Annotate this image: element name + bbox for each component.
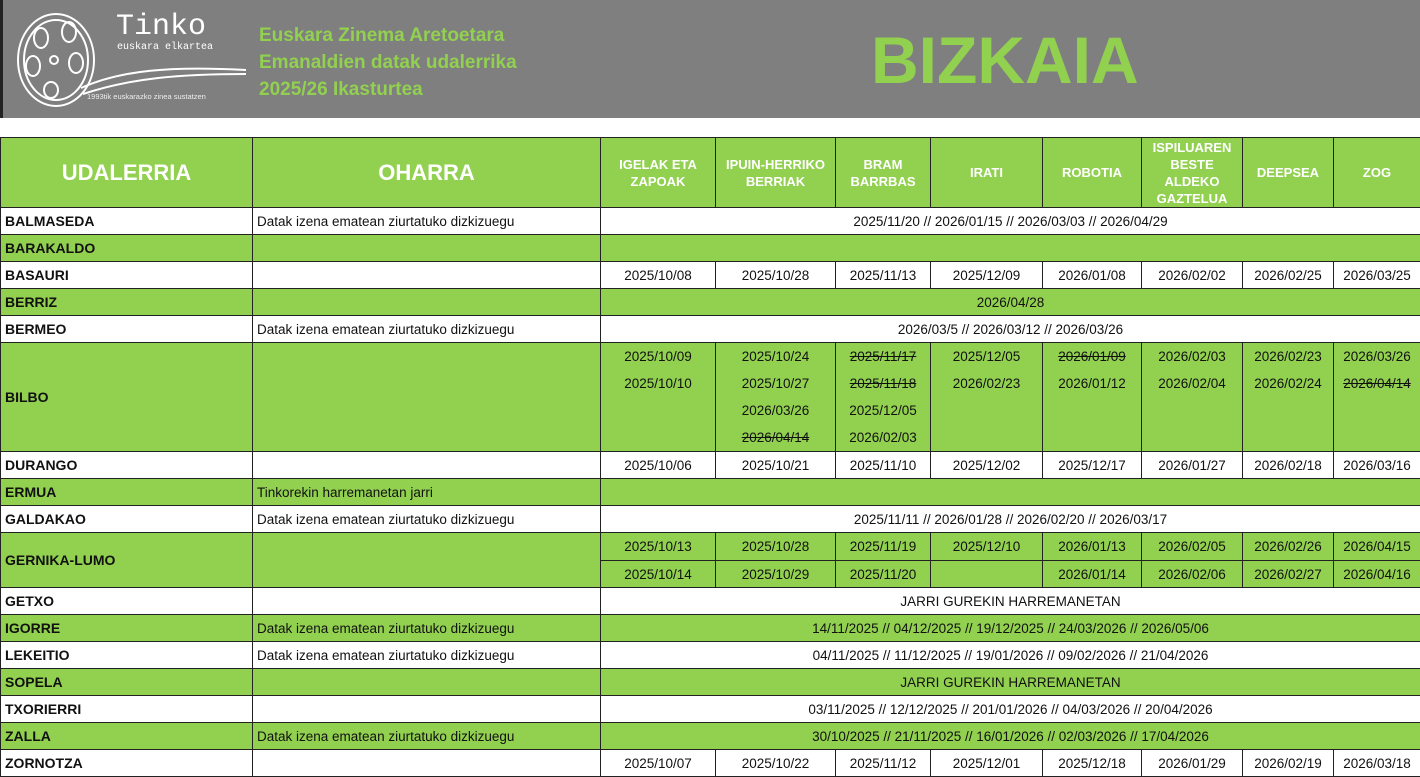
date: 2025/10/24 (716, 343, 835, 370)
table-row (1, 343, 1420, 452)
date: 2026/01/14 (1043, 560, 1141, 587)
note-cell: Datak izena ematean ziurtatuko dizkizuegu (253, 316, 601, 343)
subtitle-line: Emanaldien datak udalerrika (259, 49, 517, 76)
municipality-name: IGORRE (1, 615, 253, 642)
screening-dates-table (0, 137, 1420, 777)
date: 2026/02/03 (1142, 343, 1242, 370)
table-row (1, 615, 1420, 642)
date-cell: 2026/02/18 (1243, 452, 1334, 479)
cancelled-date: 2025/11/17 (836, 343, 930, 370)
note-cell: Datak izena ematean ziurtatuko dizkizuegu (253, 723, 601, 750)
banner-subtitle (259, 22, 517, 103)
column-header: ISPILUAREN BESTE ALDEKO GAZTELUA (1142, 138, 1243, 208)
municipality-name: SOPELA (1, 669, 253, 696)
table-row (1, 452, 1420, 479)
date-cell (1043, 533, 1142, 588)
note-cell (253, 588, 601, 615)
date: 2026/01/13 (1043, 533, 1141, 560)
cancelled-date: 2026/01/09 (1043, 343, 1141, 370)
date-cell: 2025/10/07 (601, 750, 716, 777)
date: 2025/10/27 (716, 370, 835, 397)
date: 2025/10/10 (601, 370, 715, 397)
dates-span (601, 235, 1420, 262)
municipality-name: ERMUA (1, 479, 253, 506)
note-cell (253, 262, 601, 289)
date: 2025/12/05 (836, 397, 930, 424)
date-cell: 2025/12/02 (931, 452, 1043, 479)
municipality-name: BERRIZ (1, 289, 253, 316)
municipality-name: BASAURI (1, 262, 253, 289)
date: 2026/01/12 (1043, 370, 1141, 397)
municipality-name: BILBO (1, 343, 253, 452)
logo-tagline: 1993tik euskarazko zinea sustatzen (87, 92, 206, 101)
date-cell: 2026/03/25 (1334, 262, 1420, 289)
date: 2026/02/27 (1243, 560, 1333, 587)
date-cell: 2025/11/10 (836, 452, 931, 479)
date: 2025/10/13 (601, 533, 715, 560)
date-cell: 2026/02/02 (1142, 262, 1243, 289)
date: 2026/02/23 (931, 370, 1042, 397)
date-cell (1142, 533, 1243, 588)
cancelled-date: 2025/11/18 (836, 370, 930, 397)
date-cell: 2026/01/27 (1142, 452, 1243, 479)
date-cell: 2025/10/21 (716, 452, 836, 479)
date: 2025/10/09 (601, 343, 715, 370)
table-row (1, 506, 1420, 533)
note-cell (253, 533, 601, 588)
table-row (1, 588, 1420, 615)
date-cell: 2026/01/29 (1142, 750, 1243, 777)
date-cell: 2025/12/09 (931, 262, 1043, 289)
dates-span: 2025/11/20 // 2026/01/15 // 2026/03/03 // 2026/04/29 (601, 208, 1420, 235)
column-header: BRAM BARRBAS (836, 138, 931, 208)
municipality-name: BERMEO (1, 316, 253, 343)
date-cell: 2025/10/28 (716, 262, 836, 289)
date: 2025/12/05 (931, 343, 1042, 370)
cancelled-date: 2026/04/14 (1334, 370, 1420, 397)
note-cell: Datak izena ematean ziurtatuko dizkizuegu (253, 208, 601, 235)
date: 2025/11/20 (836, 560, 930, 587)
date-cell: 2026/02/25 (1243, 262, 1334, 289)
date: 2026/02/04 (1142, 370, 1242, 397)
dates-span: 14/11/2025 // 04/12/2025 // 19/12/2025 // 24/03/2026 // 2026/05/06 (601, 615, 1420, 642)
table-row (1, 208, 1420, 235)
date-cell (836, 343, 931, 452)
date-cell: 2026/03/18 (1334, 750, 1420, 777)
column-header: UDALERRIA (1, 138, 253, 208)
table-row (1, 479, 1420, 506)
table-row (1, 696, 1420, 723)
note-cell: Datak izena ematean ziurtatuko dizkizuegu (253, 642, 601, 669)
note-cell (253, 750, 601, 777)
note-cell: Tinkorekin harremanetan jarri (253, 479, 601, 506)
date: 2026/02/06 (1142, 560, 1242, 587)
date-cell: 2025/10/08 (601, 262, 716, 289)
note-cell (253, 696, 601, 723)
dates-span: JARRI GUREKIN HARREMANETAN (601, 669, 1420, 696)
note-cell: Datak izena ematean ziurtatuko dizkizuegu (253, 506, 601, 533)
date-cell (1142, 343, 1243, 452)
date-cell: 2025/12/01 (931, 750, 1043, 777)
dates-span: 30/10/2025 // 21/11/2025 // 16/01/2026 // 02/03/2026 // 17/04/2026 (601, 723, 1420, 750)
note-cell (253, 669, 601, 696)
date-cell: 2025/12/18 (1043, 750, 1142, 777)
date-cell (1334, 343, 1420, 452)
table-row (1, 235, 1420, 262)
dates-span: 2026/04/28 (601, 289, 1420, 316)
region-title: BIZKAIA (871, 22, 1139, 98)
date-cell (601, 533, 716, 588)
logo-title: Tinko (116, 10, 206, 44)
date: 2026/04/15 (1334, 533, 1420, 560)
table-row (1, 316, 1420, 343)
date-cell (836, 533, 931, 588)
municipality-name: GALDAKAO (1, 506, 253, 533)
cancelled-date: 2026/04/14 (716, 424, 835, 451)
date-cell: 2025/10/06 (601, 452, 716, 479)
date: 2026/03/26 (716, 397, 835, 424)
date: 2026/02/05 (1142, 533, 1242, 560)
date-cell: 2026/03/16 (1334, 452, 1420, 479)
table-row (1, 533, 1420, 588)
note-cell (253, 343, 601, 452)
column-header: IPUIN-HERRIKO BERRIAK (716, 138, 836, 208)
table-row (1, 642, 1420, 669)
subtitle-line: 2025/26 Ikasturtea (259, 76, 517, 103)
note-cell: Datak izena ematean ziurtatuko dizkizuegu (253, 615, 601, 642)
note-cell (253, 289, 601, 316)
date: 2026/02/24 (1243, 370, 1333, 397)
column-header: ROBOTIA (1043, 138, 1142, 208)
dates-span (601, 479, 1420, 506)
header-banner (0, 0, 1420, 118)
municipality-name: GETXO (1, 588, 253, 615)
dates-span: 2026/03/5 // 2026/03/12 // 2026/03/26 (601, 316, 1420, 343)
date: 2025/10/29 (716, 560, 835, 587)
column-header: ZOG (1334, 138, 1420, 208)
date-cell (716, 343, 836, 452)
date-cell (601, 343, 716, 452)
date-cell (1334, 533, 1420, 588)
date-cell (1243, 533, 1334, 588)
municipality-name: GERNIKA-LUMO (1, 533, 253, 588)
date-cell: 2025/12/17 (1043, 452, 1142, 479)
date-cell: 2025/11/13 (836, 262, 931, 289)
table-row (1, 262, 1420, 289)
dates-span: 03/11/2025 // 12/12/2025 // 201/01/2026 // 04/03/2026 // 20/04/2026 (601, 696, 1420, 723)
municipality-name: ZALLA (1, 723, 253, 750)
date-cell (931, 343, 1043, 452)
dates-span: JARRI GUREKIN HARREMANETAN (601, 588, 1420, 615)
table-header-row (1, 138, 1420, 208)
column-header: IRATI (931, 138, 1043, 208)
municipality-name: BARAKALDO (1, 235, 253, 262)
date (931, 560, 1042, 587)
date-cell: 2026/01/08 (1043, 262, 1142, 289)
municipality-name: BALMASEDA (1, 208, 253, 235)
date-cell: 2026/02/19 (1243, 750, 1334, 777)
municipality-name: TXORIERRI (1, 696, 253, 723)
date: 2025/12/10 (931, 533, 1042, 560)
municipality-name: ZORNOTZA (1, 750, 253, 777)
table-row (1, 723, 1420, 750)
dates-span: 04/11/2025 // 11/12/2025 // 19/01/2026 // 09/02/2026 // 21/04/2026 (601, 642, 1420, 669)
date: 2025/11/19 (836, 533, 930, 560)
date: 2026/02/26 (1243, 533, 1333, 560)
date: 2026/02/23 (1243, 343, 1333, 370)
date: 2026/02/03 (836, 424, 930, 451)
column-header: DEEPSEA (1243, 138, 1334, 208)
subtitle-line: Euskara Zinema Aretoetara (259, 22, 517, 49)
municipality-name: LEKEITIO (1, 642, 253, 669)
note-cell (253, 452, 601, 479)
municipality-name: DURANGO (1, 452, 253, 479)
dates-span: 2025/11/11 // 2026/01/28 // 2026/02/20 // 2026/03/17 (601, 506, 1420, 533)
logo-subtitle: euskara elkartea (117, 42, 213, 53)
date-cell (1243, 343, 1334, 452)
date-cell: 2025/11/12 (836, 750, 931, 777)
table-row (1, 750, 1420, 777)
column-header: IGELAK ETA ZAPOAK (601, 138, 716, 208)
column-header: OHARRA (253, 138, 601, 208)
date: 2026/04/16 (1334, 560, 1420, 587)
table-row (1, 289, 1420, 316)
date: 2026/03/26 (1334, 343, 1420, 370)
date-cell (716, 533, 836, 588)
date-cell: 2025/10/22 (716, 750, 836, 777)
date: 2025/10/28 (716, 533, 835, 560)
date: 2025/10/14 (601, 560, 715, 587)
date-cell (931, 533, 1043, 588)
date-cell (1043, 343, 1142, 452)
note-cell (253, 235, 601, 262)
table-row (1, 669, 1420, 696)
